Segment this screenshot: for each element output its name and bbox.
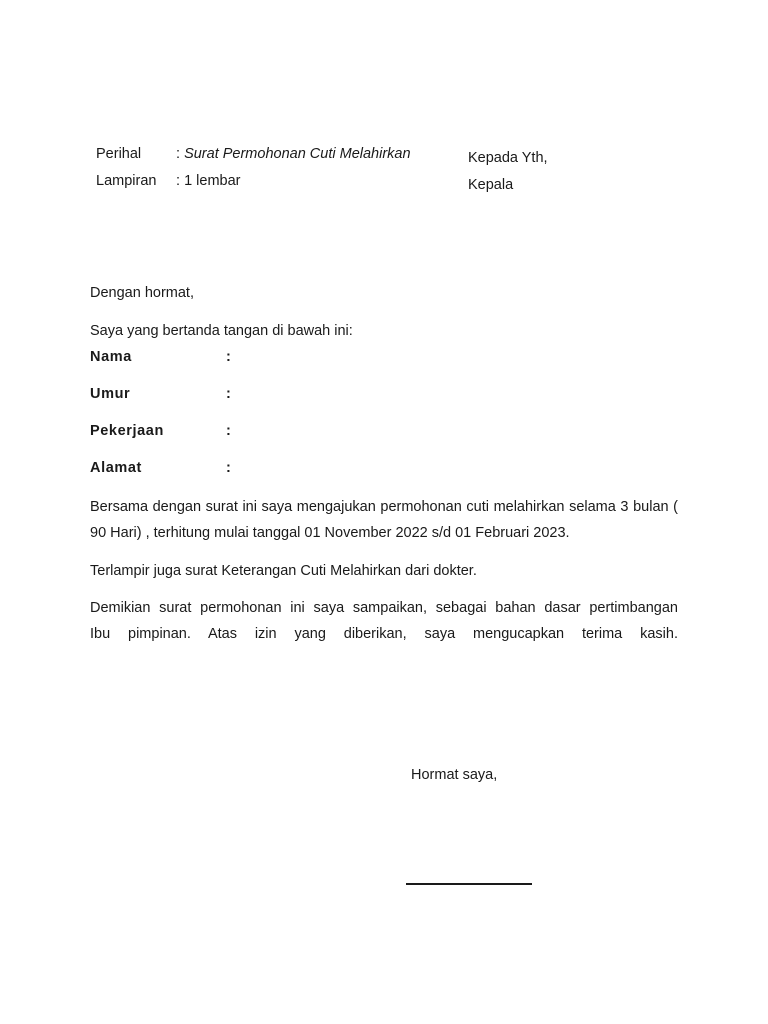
lampiran-colon: : xyxy=(176,173,181,189)
lampiran-label: Lampiran xyxy=(96,173,157,189)
lampiran-line xyxy=(176,173,240,189)
paragraph-request: Bersama dengan surat ini saya mengajukan permohonan cuti melahirkan selama 3 bulan ( 90 Hari) , terhitung mulai tanggal 01 November 2022 s/d 01 Februari 2023. xyxy=(90,499,678,541)
field-colon-umur: : xyxy=(226,386,231,402)
perihal-colon: : xyxy=(176,146,181,162)
field-colon-nama: : xyxy=(226,349,231,365)
paragraph-closing-line1: Demikian surat permohonan ini saya sampaikan, sebagai bahan dasar pertimbangan xyxy=(90,600,678,616)
recipient-title: Kepala xyxy=(468,177,514,193)
perihal-label: Perihal xyxy=(96,146,142,162)
field-label-nama: Nama xyxy=(90,349,132,365)
field-colon-alamat: : xyxy=(226,460,231,476)
signature-line xyxy=(406,883,532,885)
lampiran-value: 1 lembar xyxy=(184,173,241,189)
field-colon-pekerjaan: : xyxy=(226,423,231,439)
intro-text: Saya yang bertanda tangan di bawah ini: xyxy=(90,323,353,339)
paragraph-closing xyxy=(90,595,678,647)
sign-off: Hormat saya, xyxy=(411,767,498,783)
paragraph-closing-line2: Ibu pimpinan. Atas izin yang diberikan, saya mengucapkan terima kasih. xyxy=(90,626,678,642)
field-label-pekerjaan: Pekerjaan xyxy=(90,423,164,439)
field-label-umur: Umur xyxy=(90,386,131,402)
perihal-line xyxy=(176,146,411,162)
recipient-greeting: Kepada Yth, xyxy=(468,150,548,166)
field-label-alamat: Alamat xyxy=(90,460,142,476)
paragraph-attachment: Terlampir juga surat Keterangan Cuti Melahirkan dari dokter. xyxy=(90,563,477,579)
salutation: Dengan hormat, xyxy=(90,285,194,301)
perihal-value: Surat Permohonan Cuti Melahirkan xyxy=(184,146,411,162)
